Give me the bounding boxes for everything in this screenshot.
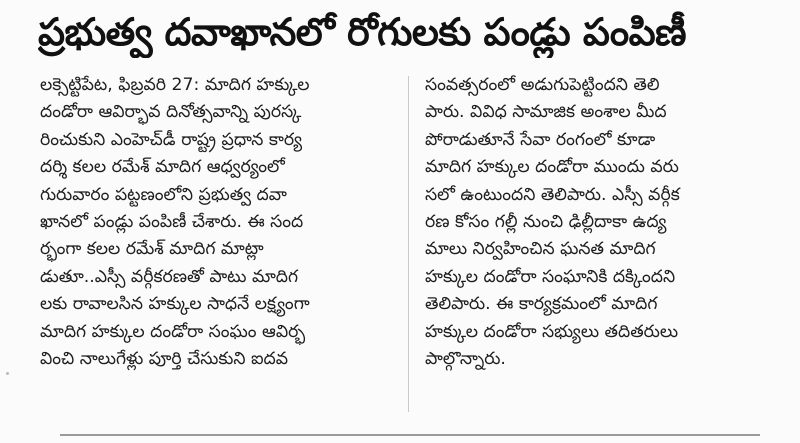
article-headline: ప్రభుత్వ దవాఖానలో రోగులకు పండ్లు పంపిణీ xyxy=(38,10,687,54)
scan-speck xyxy=(6,372,9,375)
text-line: డుతూ..ఎస్సీ వర్గీకరణతో పాటు మాదిగ xyxy=(40,266,299,287)
text-line: మాదిగ హక్కుల దండోరా ముందు వరు xyxy=(425,157,679,178)
text-line: లక్సెట్టిపేట, ఫిబ్రవరి 27: మాదిగ హక్కుల xyxy=(40,75,310,95)
text-line: రణ కోసం గల్లీ నుంచి ఢిల్లీదాకా ఉద్య xyxy=(425,211,667,232)
text-line: మాలు నిర్వహించిన ఘనత మాదిగ xyxy=(425,239,656,260)
column-divider xyxy=(408,76,409,412)
text-line: హక్కుల దండోరా సభ్యులు తదితరులు xyxy=(425,321,679,342)
article-column-right xyxy=(425,72,763,418)
text-line: తెలిపారు. ఈ కార్యక్రమంలో మాదిగ xyxy=(425,294,658,315)
text-line: గురువారం పట్టణంలోని ప్రభుత్వ దవా xyxy=(40,184,287,205)
text-line: మాదిగ హక్కుల దండోరా సంఘం ఆవిర్భ xyxy=(40,321,306,342)
text-line: ఖానలో పండ్లు పంపిణీ చేశారు. ఈ సంద xyxy=(40,211,304,232)
text-line: హక్కుల దండోరా సంఘానికి దక్కిందని xyxy=(425,266,676,287)
bottom-rule xyxy=(60,434,760,436)
text-line: ర్భంగా కలల రమేశ్ మాదిగ మాట్లా xyxy=(40,239,264,260)
text-line: పారు. వివిధ సామాజిక అంశాల మీద xyxy=(425,102,667,123)
text-line: సలో ఉంటుందని తెలిపారు. ఎస్సీ వర్గీక xyxy=(425,184,680,205)
text-line: సంవత్సరంలో అడుగుపెట్టిందని తెలి xyxy=(425,75,660,95)
text-line: పాల్గొన్నారు. xyxy=(425,348,506,369)
text-line: వించి నాలుగేళ్లు పూర్తి చేసుకుని ఐదవ xyxy=(40,348,289,369)
text-line: రించుకుని ఎంహెచ్‌డీ రాష్ట్ర ప్రధాన కార్య xyxy=(40,129,303,150)
article-column-left xyxy=(40,72,396,418)
text-line: లకు రావాలసిన హక్కుల సాధనే లక్ష్యంగా xyxy=(40,294,310,315)
text-line: దండోరా ఆవిర్భావ దినోత్సవాన్ని పురస్క xyxy=(40,102,302,123)
text-line: దర్శి కలల రమేశ్ మాదిగ ఆధ్వర్యంలో xyxy=(40,157,285,178)
text-line: పోరాడుతూనే సేవా రంగంలో కూడా xyxy=(425,129,656,150)
